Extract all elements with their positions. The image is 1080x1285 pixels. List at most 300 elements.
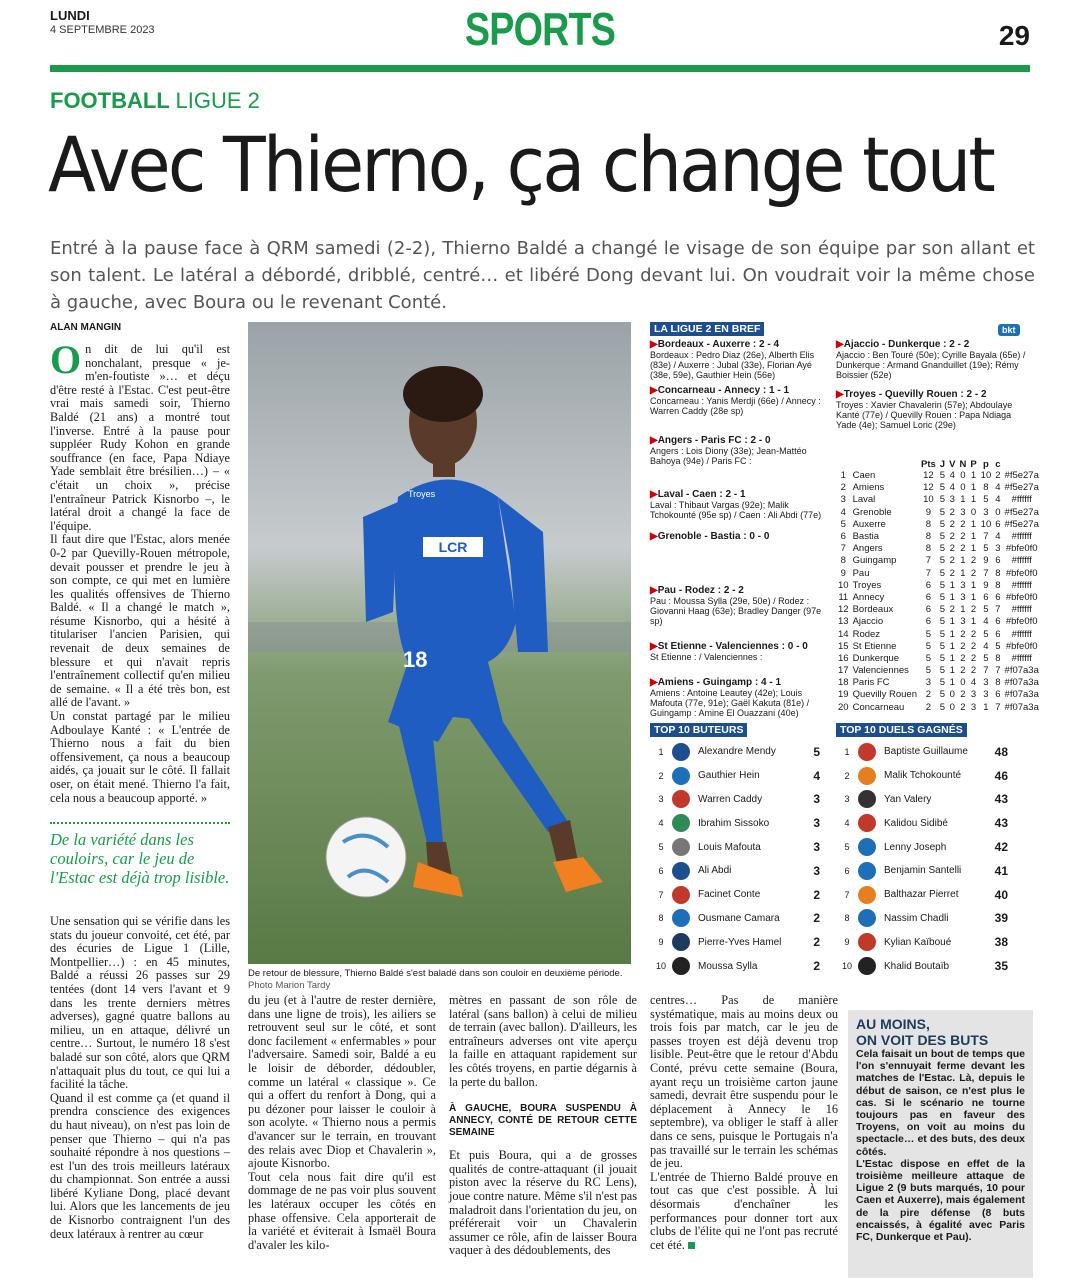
standings-value: 5 [983, 628, 989, 640]
standings-value: 3 [960, 506, 966, 518]
standings-value: 7 [995, 665, 1001, 677]
standings-value: 3 [983, 689, 989, 701]
club-badge-icon [672, 814, 690, 832]
standings-value: 5 [925, 652, 932, 664]
ranking-rank: 5 [658, 842, 664, 853]
player-name: Facinet Conte [698, 889, 761, 901]
standings-value: 2 [949, 506, 955, 518]
ranking-rank: 6 [658, 865, 664, 876]
standings-rank: 8 [840, 555, 846, 567]
match-result [836, 390, 1026, 430]
article-photo [248, 322, 631, 964]
ranking-rank: 4 [658, 818, 664, 829]
standings-rank: 6 [840, 531, 846, 543]
standings-value: 3 [983, 506, 989, 518]
kicker [50, 88, 260, 114]
paragraph [650, 1171, 838, 1253]
standings-rank: 18 [838, 677, 849, 689]
standings-value: 6 [925, 591, 932, 603]
club-badge-icon [672, 767, 690, 785]
standings-value: 5 [939, 665, 946, 677]
standings-row [836, 470, 1041, 482]
ranking-rank: 9 [658, 937, 664, 948]
standings-value: 7 [983, 567, 989, 579]
standings-row [836, 641, 1041, 653]
player-value: 38 [994, 935, 1008, 950]
standings-rank: 4 [840, 506, 846, 518]
standings-value: 4 [949, 470, 955, 482]
ranking-rank: 10 [655, 961, 666, 972]
standings-rank: 9 [840, 567, 846, 579]
ranking-rank: 1 [658, 746, 664, 757]
standings-value: 5 [939, 470, 946, 482]
paragraph: Il faut dire que l'Estac, alors menée 0-2 par Quevilly-Rouen métropole, devait pousser et prendre le jeu à son compte, ce qui met en lumière les qualités offensives de Thierno Baldé. « Il a changé le match », résume Kisnorbo, qui a hésité à titulariser l'ancien Parisien, qui revenait de deux semaines de blessure et qui n'avait repris l'entraînement collectif qu'en milieu de semaine. « Il a été très bon, est allé de l'avant. » [50, 532, 230, 710]
club-badge-icon [858, 814, 876, 832]
player-name: Pierre-Yves Hamel [698, 936, 782, 948]
player-value: 43 [994, 792, 1008, 807]
club-badge-icon [672, 862, 690, 880]
standings-value: 0 [995, 506, 1001, 518]
standings-value: 5 [939, 640, 946, 652]
club-badge-icon [858, 933, 876, 951]
standings-value: 5 [939, 494, 946, 506]
standings-team: Grenoble [852, 506, 892, 518]
article-column-3 [449, 994, 637, 1258]
standings-value: 6 [995, 616, 1001, 628]
standings-value: 1 [970, 470, 977, 482]
standings-value: 1 [970, 518, 977, 530]
standings-team: Quevilly Rouen [852, 689, 917, 701]
player-name: Khalid Boutaïb [884, 960, 950, 972]
standings-value: 1 [970, 494, 977, 506]
standings-team: Concarneau [852, 701, 905, 713]
match-score: ▶ St Etienne - Valenciennes : 0 - 0 [650, 642, 832, 652]
standings-value: 7 [983, 665, 989, 677]
standings-value: #bfe0f0 [1005, 640, 1038, 652]
club-badge-icon [858, 957, 876, 975]
standings-value: 1 [949, 591, 955, 603]
standings-rank: 2 [840, 482, 846, 494]
standings-value: 2 [960, 689, 966, 701]
standings-value: 12 [923, 470, 934, 482]
standings-value: 0 [970, 506, 977, 518]
standings-team: Bastia [852, 531, 879, 543]
player-name: Ibrahim Sissoko [698, 817, 770, 829]
sidebar-box [848, 1010, 1033, 1278]
standings-value: 5 [925, 665, 932, 677]
ranking-rank: 8 [844, 913, 850, 924]
player-name: Balthazar Pierret [884, 889, 959, 901]
standings-header: Pts [921, 459, 936, 470]
standings-value: 2 [960, 518, 966, 530]
standings-value: 4 [983, 616, 989, 628]
match-score: ▶ Amiens - Guingamp : 4 - 1 [650, 678, 832, 688]
match-scorers: Ajaccio : Ben Touré (50e); Cyrille Bayala (65e) / Dunkerque : Armand Gnanduillet (19e); Rémy Boissier (52e) [836, 350, 1026, 380]
standings-value: 5 [939, 701, 946, 713]
standings-value: 2 [995, 470, 1001, 482]
match-result [650, 678, 832, 718]
standings-row [836, 665, 1041, 677]
box-paragraph: L'Estac dispose en effet de la troisième meilleure attaque de Ligue 2 (9 buts marqués, 10 pour Caen et Auxerre), mais également de la pire défense (8 buts encaissés, à égalité avec Paris FC, Dunkerque et Pau). [856, 1157, 1025, 1244]
standings-value: #f5e27a [1004, 518, 1039, 530]
standings-value: 6 [925, 579, 932, 591]
standings-value: 10 [980, 518, 992, 530]
standings-value: 6 [925, 604, 932, 616]
player-value: 4 [813, 768, 820, 783]
standings-value: 5 [925, 628, 932, 640]
standings-rank: 13 [838, 616, 849, 628]
standings-row [836, 628, 1041, 640]
page-number: 29 [998, 20, 1030, 51]
standings-value: 9 [983, 555, 989, 567]
standings-value: #bfe0f0 [1005, 567, 1038, 579]
standings-header-empty [836, 459, 851, 470]
match-score: ▶ Ajaccio - Dunkerque : 2 - 2 [836, 340, 1026, 350]
standings-value: 1 [949, 640, 955, 652]
standings-team: Bordeaux [852, 604, 894, 616]
standings-value: 5 [939, 689, 946, 701]
player-name: Benjamin Santelli [884, 865, 962, 877]
standings-rank: 11 [838, 591, 849, 603]
player-name: Yan Valery [884, 793, 932, 805]
standings-value: #f07a3a [1004, 665, 1039, 677]
standings-value: #f07a3a [1004, 677, 1039, 689]
standings-value: 1 [970, 591, 977, 603]
club-badge-icon [858, 838, 876, 856]
standings-value: #ffffff [1011, 494, 1032, 506]
match-score: ▶ Bordeaux - Auxerre : 2 - 4 [650, 340, 832, 350]
standings-value: 5 [939, 567, 946, 579]
standings-value: 0 [949, 701, 955, 713]
standings-row [836, 531, 1041, 543]
standings-value: 5 [983, 494, 989, 506]
results-left [650, 340, 832, 734]
ranking-rank: 6 [844, 865, 850, 876]
standings-value: 3 [960, 591, 966, 603]
standings-team: Auxerre [852, 518, 886, 530]
kicker-sport: FOOTBALL [50, 88, 170, 113]
standings-value: 5 [983, 543, 989, 555]
match-score: ▶ Angers - Paris FC : 2 - 0 [650, 436, 832, 446]
standings-row [836, 482, 1041, 494]
club-badge-icon [858, 909, 876, 927]
standings-team: Ajaccio [852, 616, 884, 628]
ranking-row [836, 930, 1008, 954]
standings-team: Angers [852, 543, 883, 555]
buteurs-list [650, 740, 820, 978]
match-score: ▶ Grenoble - Bastia : 0 - 0 [650, 532, 832, 542]
standings-value: 3 [995, 543, 1001, 555]
standings-value: 8 [925, 518, 932, 530]
match-scorers: Laval : Thibaut Vargas (92e); Malik Tchokounté (95e sp) / Caen : Ali Abdi (77e) [650, 500, 822, 520]
player-value: 35 [994, 959, 1008, 974]
standings-value: 4 [970, 677, 977, 689]
header-rule [50, 65, 1030, 72]
author: ALAN MANGIN [50, 322, 122, 333]
player-value: 3 [813, 816, 820, 831]
club-badge-icon [858, 886, 876, 904]
standings-value: 2 [970, 567, 977, 579]
player-value: 41 [994, 863, 1008, 878]
ranking-row [650, 764, 820, 788]
standings-value: 6 [983, 591, 989, 603]
subheading: À GAUCHE, BOURA SUSPENDU À ANNECY, CONTÉ DE RETOUR CETTE SEMAINE [449, 1103, 637, 1139]
standings-value: 5 [939, 531, 946, 543]
standings-value: 3 [960, 616, 966, 628]
ranking-row [650, 883, 820, 907]
club-badge-icon [672, 933, 690, 951]
match-result [836, 340, 1026, 380]
player-name: Alexandre Mendy [698, 746, 776, 758]
standings-value: 0 [960, 470, 966, 482]
standings-team: Paris FC [852, 677, 890, 689]
player-value: 2 [813, 935, 820, 950]
standings-row [836, 568, 1041, 580]
ligue2-title: LA LIGUE 2 EN BREF [650, 322, 764, 336]
standings-value: 5 [995, 640, 1001, 652]
standings-team: Guingamp [852, 555, 897, 567]
player-value: 48 [994, 744, 1008, 759]
player-name: Kylian Kaïboué [884, 936, 952, 948]
article-column-1b [50, 915, 230, 1241]
header-date: 4 SEPTEMBRE 2023 [50, 24, 155, 36]
standings-value: #bfe0f0 [1005, 616, 1038, 628]
club-badge-icon [858, 790, 876, 808]
standings-team: St Etienne [852, 640, 897, 652]
results-right [836, 340, 1026, 446]
paragraph: mètres en passant de son rôle de latéral (sans ballon) à celui de milieu de terrain (avec ballon). D'ailleurs, les entraîneurs adverses ont vite aperçu la faille en attaquant rapidement sur les côtés troyens, en partie dégarnis à la perte du ballon. [449, 993, 637, 1089]
paragraph: Tout cela nous fait dire qu'il est dommage de ne pas voir plus souvent les latéraux occuper les côtés en phase offensive. Cela apporterait de la variété et éviterait à Ismaël Boura d'avaler les kilo- [248, 1169, 436, 1252]
standings-value: 3 [983, 677, 989, 689]
ranking-row [650, 788, 820, 812]
ranking-row [650, 740, 820, 764]
ranking-rank: 1 [844, 746, 850, 757]
standings-value: 3 [960, 579, 966, 591]
match-score: ▶ Troyes - Quevilly Rouen : 2 - 2 [836, 390, 1026, 400]
standings-value: 3 [970, 689, 977, 701]
standings-value: 1 [970, 616, 977, 628]
standings-value: 0 [960, 677, 966, 689]
match-scorers: Bordeaux : Pedro Diaz (26e), Alberth Elis (83e) / Auxerre : Jubal (33e), Florian Ayé (38e, 59e), Gauthier Hein (56e) [650, 350, 815, 380]
box-paragraph: Cela faisait un bout de temps que l'on s'ennuyait ferme devant les matches de l'Estac. Là, depuis le début de saison, ce n'est plus le cas. Si le scénario ne tourne toujours pas en faveur des Troyens, on voit au moins du spectacle… et des buts, des deux côtés. [856, 1048, 1025, 1158]
article-column-1 [50, 337, 230, 805]
ranking-row [836, 764, 1008, 788]
standings-value: #ffffff [1011, 531, 1032, 543]
club-badge-icon [672, 790, 690, 808]
standings-value: 2 [949, 531, 955, 543]
match-scorers: Amiens : Antoine Leautey (42e); Louis Mafouta (77e, 91e); Gaël Kakuta (81e) / Guingamp : Amine El Ouazzani (40e) [650, 688, 810, 718]
standings-value: #ffffff [1011, 628, 1032, 640]
player-value: 2 [813, 911, 820, 926]
standings-value: 5 [939, 616, 946, 628]
standings-value: 0 [949, 689, 955, 701]
player-name: Warren Caddy [698, 793, 763, 805]
standings-header: N [959, 459, 967, 470]
standings-rank: 15 [838, 640, 849, 652]
standings-row [836, 494, 1041, 506]
player-name: Louis Mafouta [698, 841, 761, 853]
standings-value: 5 [939, 628, 946, 640]
player-value: 40 [994, 887, 1008, 902]
standings-header: c [995, 459, 1001, 470]
standings-value: 7 [925, 555, 932, 567]
standings-value: 6 [995, 628, 1001, 640]
standings-value: 9 [983, 579, 989, 591]
standings-team: Valenciennes [852, 665, 909, 677]
standings-value: 2 [925, 701, 932, 713]
player-value: 39 [994, 911, 1008, 926]
ranking-row [836, 883, 1008, 907]
standings-header: J [939, 459, 946, 470]
standings-value: 3 [970, 701, 977, 713]
ranking-rank: 3 [658, 794, 664, 805]
match-scorers: Concarneau : Yanis Merdji (66e) / Annecy : Warren Caddy (28e sp) [650, 396, 821, 416]
standings-row [836, 604, 1041, 616]
ranking-rank: 7 [844, 889, 850, 900]
standings-team: Rodez [852, 628, 881, 640]
ranking-rank: 9 [844, 937, 850, 948]
standings-value: 7 [983, 531, 989, 543]
standings-rank: 14 [838, 628, 849, 640]
ranking-rank: 2 [844, 770, 850, 781]
end-mark-icon [688, 1242, 695, 1249]
standings-value: 2 [925, 689, 932, 701]
standings-value: 4 [995, 531, 1001, 543]
article-column-4 [650, 994, 838, 1252]
match-score: ▶ Pau - Rodez : 2 - 2 [650, 586, 832, 596]
standings-value: 5 [939, 652, 946, 664]
player-name: Ali Abdi [698, 865, 732, 877]
standings-row [836, 677, 1041, 689]
standings-value: 7 [925, 567, 932, 579]
standings-value: #ffffff [1011, 604, 1032, 616]
standings-value: 1 [949, 677, 955, 689]
club-badge-icon [672, 838, 690, 856]
drop-cap: O [50, 337, 82, 382]
article-column-2 [248, 994, 436, 1252]
match-result [650, 490, 832, 520]
standings-team: Pau [852, 567, 870, 579]
ranking-rank: 3 [844, 794, 850, 805]
match-scorers: Troyes : Xavier Chavalerin (57e); Abdoulaye Kanté (77e) / Quevilly Rouen : Papa Ndiaga Yade (4e); Samuel Loric (29e) [836, 400, 1013, 430]
bkt-logo-icon: bkt [998, 324, 1020, 336]
standings-row [836, 592, 1041, 604]
standings-rank: 5 [840, 518, 846, 530]
standings-row [836, 580, 1041, 592]
standings-value: 8 [995, 567, 1001, 579]
ranking-row [650, 907, 820, 931]
standings-value: 5 [939, 604, 946, 616]
standings-value: 5 [939, 482, 946, 494]
jersey-sponsor: LCR [438, 539, 468, 555]
standings-rank: 12 [838, 604, 849, 616]
standings-value: 2 [960, 665, 966, 677]
standings-value: 10 [923, 494, 934, 506]
standings-value: 8 [983, 482, 989, 494]
standings-value: 6 [995, 518, 1001, 530]
player-value: 43 [994, 816, 1008, 831]
ranking-row [836, 788, 1008, 812]
standings-row [836, 653, 1041, 665]
standings-value: 1 [970, 579, 977, 591]
ranking-rank: 8 [658, 913, 664, 924]
ranking-rank: 7 [658, 889, 664, 900]
standings-value: #ffffff [1011, 555, 1032, 567]
standings-value: 2 [960, 628, 966, 640]
photo-caption [248, 968, 631, 992]
ranking-rank: 2 [658, 770, 664, 781]
standings-value: 5 [939, 518, 946, 530]
standings-value: #ffffff [1011, 652, 1032, 664]
standings-value: 5 [939, 591, 946, 603]
standings-row [836, 616, 1041, 628]
standings-rank: 3 [840, 494, 846, 506]
match-score: ▶ Laval - Caen : 2 - 1 [650, 490, 832, 500]
player-name: Lenny Joseph [884, 841, 947, 853]
standings-value: 1 [970, 531, 977, 543]
standings-value: 1 [970, 482, 977, 494]
paragraph: Une sensation qui se vérifie dans les stats du joueur convoité, cet été, par des écuries de Ligue 1 (Lille, Montpellier…) : en 45 minutes, Baldé a réussi 26 passes sur 29 tentées (dont 14 vers l'avant et 9 dans les trente derniers mètres adverses), gagné quatre ballons au milieu, un en attaque, délivré un centre… Surtout, le numéro 18 s'est baladé sur son côté, alors que QRM n'attaquait plus du tout, ce qui lui a facilité la tâche. [50, 914, 230, 1092]
player-name: Moussa Sylla [698, 960, 758, 972]
standings-value: 1 [960, 567, 966, 579]
player-name: Kalidou Sidibé [884, 817, 948, 829]
standings-value: #f5e27a [1004, 506, 1039, 518]
match-result [650, 532, 832, 542]
player-value: 3 [813, 863, 820, 878]
standings-value: 5 [939, 506, 946, 518]
paragraph: centres… Pas de manière systématique, mais au moins deux ou trois fois par match, car le jeu de passes troyen est déjà devenu trop lisible. Peut-être que le retour d'Abdu Conté, prévu cette semaine (Boura, ayant reçu un troisième carton jaune samedi, devrait être suspendu pour le déplacement à Annecy le 16 septembre), va obliger le staff à aller dans ce sens, puisque le Portugais n'a pas travaillé sur le terrain les schémas de jeu. [650, 993, 838, 1171]
standings-value: 2 [960, 701, 966, 713]
club-badge-icon [858, 743, 876, 761]
ranking-row [650, 811, 820, 835]
ranking-row [836, 835, 1008, 859]
paragraph: Quand il est comme ça (et quand il prendra conscience des exigences du haut niveau), on n'est pas loin de penser que Thierno – qui n'a pas souhaité répondre à nos questions – est l'un des trois meilleurs latéraux du championnat. Son entrée a aussi libéré Kyliane Dong, placé devant lui. Alors que les lancements de jeu de Kisnorbo contraignent l'un des deux latéraux à rentrer au cœur [50, 1090, 230, 1241]
standings-value: 6 [995, 689, 1001, 701]
standings-value: 1 [960, 604, 966, 616]
ranking-row [650, 930, 820, 954]
match-scorers: Angers : Lois Diony (33e); Jean-Mattéo Bahoya (94e) / Paris FC : [650, 446, 807, 466]
club-badge-icon [672, 909, 690, 927]
standings-value: 2 [960, 640, 966, 652]
standings-value: 2 [949, 567, 955, 579]
ranking-row [650, 835, 820, 859]
standings-team: Dunkerque [852, 652, 900, 664]
standings-value: 7 [995, 701, 1001, 713]
standings-value: 2 [960, 543, 966, 555]
standings-rank: 20 [838, 701, 849, 713]
player-name: Ousmane Camara [698, 912, 780, 924]
match-result [650, 340, 832, 380]
duels-list [836, 740, 1008, 978]
standings-value: 2 [949, 555, 955, 567]
standings-value: #f07a3a [1004, 701, 1039, 713]
player-name: Nassim Chadli [884, 912, 949, 924]
standings-value: 1 [960, 555, 966, 567]
section-title: SPORTS [464, 3, 616, 55]
standings-team: Troyes [852, 579, 882, 591]
photo-credit: Photo Marion Tardy [248, 980, 331, 991]
standings-value: 1 [949, 652, 955, 664]
box-title-2: ON VOIT DES BUTS [856, 1032, 989, 1048]
standings-value: 5 [983, 604, 989, 616]
paragraph-text: L'entrée de Thierno Baldé prouve en tout cas que c'est possible. À lui désormais d'enchaîner les performances pour donner tort aux clubs de l'élite qui ne l'ont pas recruté cet été. [650, 1169, 838, 1252]
standings-row [836, 689, 1041, 701]
standings-value: 2 [949, 543, 955, 555]
standings-value: 2 [970, 628, 977, 640]
standings-team: Amiens [852, 482, 885, 494]
standings-value: 4 [995, 482, 1001, 494]
standings-header-empty [851, 459, 919, 470]
